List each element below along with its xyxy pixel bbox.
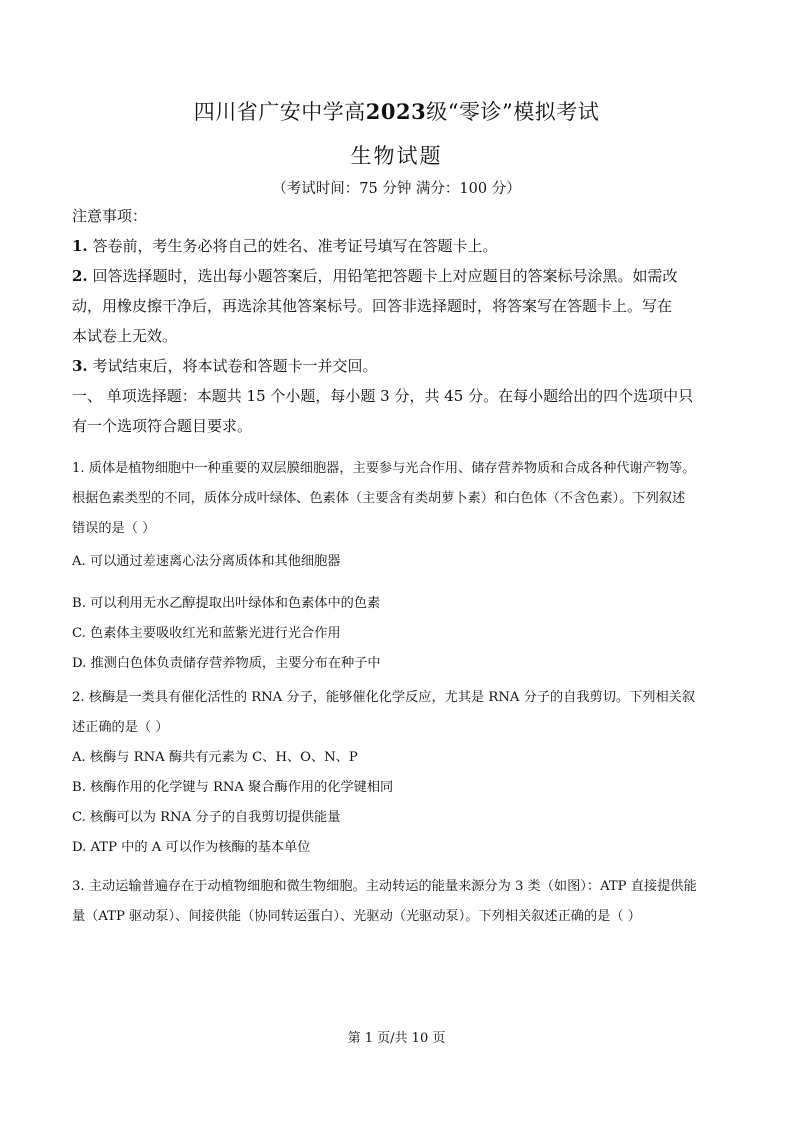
- notice-section: [72, 201, 732, 441]
- option-c: C. 色素体主要吸收红光和蓝紫光进行光合作用: [72, 626, 341, 641]
- question-1-options-rest: [72, 589, 732, 679]
- notice-number: 2.: [72, 267, 88, 285]
- option-b: B. 可以利用无水乙醇提取出叶绿体和色素体中的色素: [72, 596, 381, 611]
- option-a: A. 可以通过差速离心法分离质体和其他细胞器: [72, 554, 341, 569]
- question-stem: 2. 核酶是一类具有催化活性的 RNA 分子，能够催化化学反应，尤其是 RNA 分子的自我剪切。下列相关叙: [72, 690, 696, 705]
- notice-text: 考试结束后，将本试卷和答题卡一并交回。: [92, 357, 378, 375]
- question-1-options: [72, 547, 732, 577]
- question-stem: 错误的是（ ）: [72, 521, 156, 536]
- question-stem: 1. 质体是植物细胞中一种重要的双层膜细胞器，主要参与光合作用、储存营养物质和合成各种代谢产物等。: [72, 461, 696, 476]
- question-1: [72, 454, 732, 544]
- exam-info: （考试时间：75 分钟 满分：100 分）: [272, 181, 521, 197]
- option-b: B. 核酶作用的化学键与 RNA 聚合酶作用的化学键相同: [72, 780, 394, 795]
- subject-title: 生物试题: [350, 144, 443, 168]
- title-prefix: 四川省广安中学高: [193, 100, 366, 124]
- notice-text: 本试卷上无效。: [72, 327, 178, 345]
- notice-item: [72, 351, 732, 381]
- question-stem: 3. 主动运输普遍存在于动植物细胞和微生物细胞。主动转运的能量来源分为 3 类（如图）：ATP 直接提供能: [72, 879, 697, 894]
- option-c: C. 核酶可以为 RNA 分子的自我剪切提供能量: [72, 810, 341, 825]
- notice-text: 回答选择题时，选出每小题答案后，用铅笔把答题卡上对应题目的答案标号涂黑。如需改: [92, 267, 678, 285]
- option-d: D. ATP 中的 A 可以作为核酶的基本单位: [72, 840, 311, 855]
- exam-title: [0, 96, 793, 126]
- title-year: 2023: [365, 99, 427, 124]
- page-number: 第 1 页/共 10 页: [347, 1031, 446, 1046]
- notice-text: 动，用橡皮擦干净后，再选涂其他答案标号。回答非选择题时，将答案写在答题卡上。写在: [72, 297, 673, 315]
- option-a: A. 核酶与 RNA 酶共有元素为 C、H、O、N、P: [72, 750, 358, 765]
- notice-item: [72, 261, 732, 291]
- notice-number: 3.: [72, 357, 88, 375]
- option-d: D. 推测白色体负责储存营养物质，主要分布在种子中: [72, 656, 381, 671]
- question-stem: 述正确的是（ ）: [72, 720, 169, 735]
- notice-text: 答卷前，考生务必将自己的姓名、准考证号填写在答题卡上。: [92, 237, 498, 255]
- title-suffix: 级“零诊”模拟考试: [426, 100, 600, 124]
- question-3: [72, 872, 732, 932]
- notice-item: [72, 231, 732, 261]
- question-2: [72, 683, 732, 863]
- notice-number: 1.: [72, 237, 88, 255]
- section-heading: 一、 单项选择题：本题共 15 个小题，每小题 3 分，共 45 分。在每小题给出的四个选项中只: [72, 387, 694, 405]
- notice-heading: 注意事项：: [72, 207, 148, 225]
- section-heading: 有一个选项符合题目要求。: [72, 417, 253, 435]
- question-stem: 量（ATP 驱动泵）、间接供能（协同转运蛋白）、光驱动（光驱动泵）。下列相关叙述正确的是（ ）: [72, 909, 641, 924]
- question-stem: 根据色素类型的不同，质体分成叶绿体、色素体（主要含有类胡萝卜素）和白色体（不含色素）。下列叙述: [72, 491, 686, 506]
